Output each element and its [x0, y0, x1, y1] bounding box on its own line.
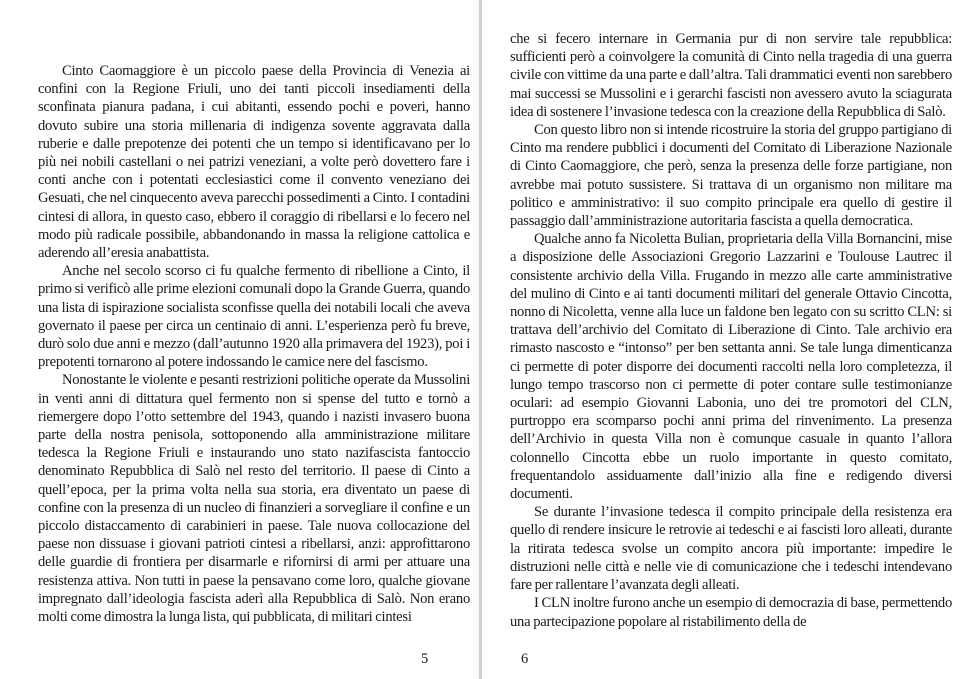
paragraph: Cinto Caomaggiore è un piccolo paese della Provincia di Venezia ai confini con la Regione Friuli, uno dei tanti piccoli insediamenti della sconfinata pianura padana, i cui abitanti, essendo pochi e poveri, hanno dovuto subire una storia millenaria di indigenza sovente aggravata dalla ruberie e dalle prepotenze dei potenti che un tempo si identificavano per lo più nei nobili castellani o nei patrizi veneziani, a volte però dovettero fare i conti anche con i potentati ecclesiastici come il convento veneziano dei Gesuati, che nel cinquecento aveva parecchi possedimenti a Cinto. I contadini cintesi di allora, in questo caso, ebbero il coraggio di ribellarsi e lo fecero nel modo più radicale possibile, abbandonando in massa la religione cattolica e aderendo all’eresia anabattista.	[38, 63, 470, 262]
paragraph: Qualche anno fa Nicoletta Bulian, proprietaria della Villa Bornancini, mise a disposizione delle Associazioni Gregorio Lazzarini e Toulouse Lautrec il consistente archivio della Villa. Frugando in mezzo alle carte amministrative del mulino di Cinto e ai tanti documenti militari del generale Ottavio Cincotta, nonno di Nicoletta, venne alla luce un faldone ben legato con su scritto CLN: si trattava dell’archivio del Comitato di Liberazione di Cinto. Tale archivio era rimasto nascosto e “intonso” per ben settanta anni. Se tale lunga dimenticanza ci permette di poter disporre dei documenti raccolti nella loro completezza, il lungo tempo trascorso non ci permette di poter contare sulle testimonianze oculari: ad esempio Giovanni Labonia, uno dei tre promotori del CLN, purtroppo era scomparso pochi anni prima del rinvenimento. La presenza dell’Archivio in questa Villa non è comunque casuale in quanto l’allora colonnello Cincotta ebbe un ruolo importante in questo comitato, frequentandolo assiduamente dall’inizio alla fine e redigendo diversi documenti.	[510, 231, 952, 503]
gutter-shadow	[470, 0, 479, 679]
left-page	[0, 0, 479, 679]
paragraph: Se durante l’invasione tedesca il compito principale della resistenza era quello di rendere insicure le retrovie ai tedeschi e ai fascisti loro alleati, durante la ritirata tedesca svolse un compito ancora più importante: impedire le distruzioni nelle città e nelle vie di comunicazione che i tedeschi intendevano fare per rallentare l’avanzata degli alleati.	[510, 504, 952, 594]
paragraph: I CLN inoltre furono anche un esempio di democrazia di base, permettendo una partecipazione popolare al ristabilimento della de	[510, 595, 952, 630]
right-page	[482, 0, 961, 679]
paragraph: Nonostante le violente e pesanti restrizioni politiche operate da Mussolini in venti anni di dittatura quel fermento non si spense del tutto e tornò a riemergere dopo l’otto settembre del 1943, quando i nazisti invasero buona parte della nostra penisola, sottoponendo alla amministrazione militare tedesca la Regione Friuli e instaurando uno stato nazifascista fantoccio denominato Repubblica di Salò nel resto del territorio. Il paese di Cinto a quell’epoca, per la prima volta nella sua storia, era diventato un paese di confine con la presenza di un nucleo di finanzieri a sorvegliare il confine e un piccolo distaccamento di carabinieri in paese. Tale nuova collocazione del paese non dissuase i giovani patrioti cintesi a ribellarsi, anzi: approfittarono delle guardie di frontiera per disarmarle e rifornirsi di armi per attuare una resistenza attiva. Non tutti in paese la pensavano come loro, qualche giovane impregnato dall’ideologia fascista aderì alla Repubblica di Salò. Non erano molti come dimostra la lunga lista, qui pubblicata, di militari cintesi	[38, 372, 470, 626]
page-body	[510, 30, 952, 631]
paragraph: Con questo libro non si intende ricostruire la storia del gruppo partigiano di Cinto ma rendere pubblici i documenti del Comitato di Liberazione Nazionale di Cinto Caomaggiore, che però, senza la presenza delle forze partigiane, non avrebbe mai potuto sussistere. Si trattava di un organismo non militare ma politico e amministrativo: il suo compito principale era quello di gestire il passaggio dall’amministrazione autoritaria fascista a quella democratica.	[510, 122, 952, 230]
page-number: 6	[521, 651, 529, 667]
paragraph-continued: che si fecero internare in Germania pur di non servire tale repubblica: sufficienti però a coinvolgere la comunità di Cinto nella tragedia di una guerra civile con vittime da una parte e dall’altra. Tali drammatici eventi non sarebbero mai successi se Mussolini e i gerarchi fascisti non avessero avuto la sciagurata idea di sostenere l’invasione tedesca con la creazione della Repubblica di Salò.	[510, 31, 952, 120]
page-body	[38, 62, 470, 626]
paragraph: Anche nel secolo scorso ci fu qualche fermento di ribellione a Cinto, il primo si verificò alle prime elezioni comunali dopo la Grande Guerra, quando una lista di ispirazione socialista sconfisse quella dei notabili locali che aveva governato il paese per circa un centinaio di anni. L’esperienza però fu breve, durò solo due anni e mezzo (dall’autunno 1920 alla primavera del 1923), poi i prepotenti tornarono al potere indossando le camice nere del fascismo.	[38, 263, 470, 371]
page-number: 5	[421, 651, 429, 667]
